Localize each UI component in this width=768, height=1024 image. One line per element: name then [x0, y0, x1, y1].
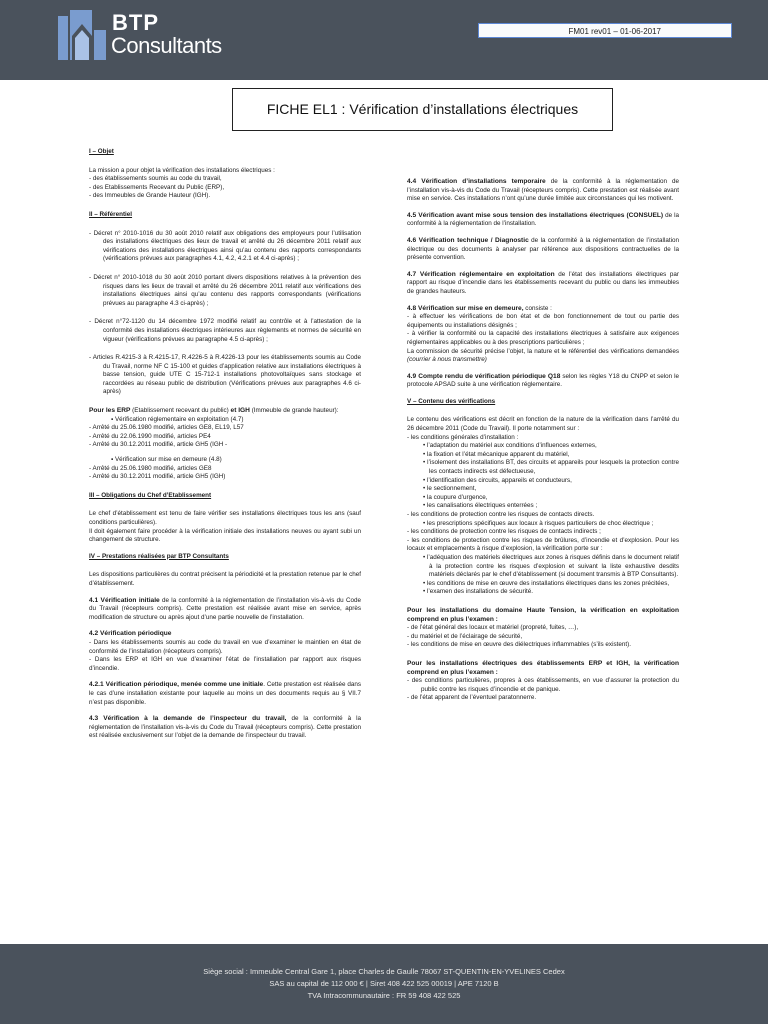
right-column [407, 178, 679, 703]
igh-label: et IGH [230, 407, 250, 415]
document-reference: FM01 rev01 – 01-06-2017 [478, 23, 732, 38]
contenu-bullet: • l’examen des installations de sécurité. [423, 588, 534, 596]
objet-item: - des Immeubles de Grande Hauteur (IGH). [89, 192, 211, 200]
prestation-text: de la conformité à la réglementation de l’installation électrique ou des documents à analyser par référence aux dispositions contractuelles de la présente convention. [407, 236, 679, 262]
erp-igh-item: - de l’état apparent de l’éventuel paratonnerre. [407, 694, 537, 702]
section-title-contenu: V – Contenu des vérifications [407, 397, 496, 405]
contenu-group: - les conditions de protection contre les risques de contacts directs. [407, 511, 595, 518]
section-title-objet: I – Objet [89, 148, 114, 155]
prestation-heading: 4.7 Vérification réglementaire en exploitation [407, 270, 555, 278]
obligations-text: Il doit également faire procéder à la vérification initiale des installations neuves ou ayant subi un changement de structure. [89, 527, 361, 544]
contenu-bullet: • la coupure d’urgence, [423, 493, 488, 501]
referentiel-item: - Décret n° 2010-1018 du 30 août 2010 portant divers dispositions relatives à la prévention des risques dans les lieux de travail et arrêté du 26 décembre 2011 relatif aux vérifications des installations électriques ainsi qu’au contenu des rapports correspondants (vérifications prévues au paragraphe 4.3 ci-après) ; [89, 273, 361, 307]
haute-tension-item: - les conditions de mise en œuvre des diélectriques inflammables (s’ils existent). [407, 641, 631, 649]
contenu-bullet: • les canalisations électriques enterrées ; [423, 502, 538, 510]
page-title: FICHE EL1 : Vérification d’installations électriques [232, 88, 613, 131]
prestation-4-5 [407, 212, 679, 229]
erp-arrete: - Arrêté du 25.06.1980 modifié, articles GE8 [89, 464, 212, 472]
prestation-4-3 [89, 715, 361, 741]
igh-desc: (Immeuble de grande hauteur): [249, 407, 339, 415]
obligations-text: Le chef d’établissement est tenu de faire vérifier ses installations électriques tous les ans (sauf conditions particulières). [89, 510, 361, 526]
prestation-heading: 4.2.1 Vérification périodique, menée comme une initiale [89, 681, 264, 689]
erp-subitem: ▪ Vérification sur mise en demeure (4.8) [111, 456, 222, 464]
left-column [89, 148, 361, 749]
prestation-4-2-heading [89, 630, 361, 639]
referentiel-item: - Décret n° 2010-1016 du 30 août 2010 relatif aux obligations des employeurs pour l’utilisation des installations électriques des lieux de travail et arrêté du 26 décembre 2011 relatif aux vérifications des installations électriques ainsi qu’au contenu des rapports correspondants (vérifications prévues aux paragraphes 4.1, 4.2, 4.2.1 et 4.4 ci-après) ; [89, 229, 361, 263]
haute-tension-item: - de l’état général des locaux et matériel (propreté, fuites, …), [407, 624, 579, 632]
contenu-bullet: • les conditions de mise en œuvre des installations électriques dans les zones précitées, [423, 579, 670, 587]
contenu-bullet: • le sectionnement, [423, 485, 477, 493]
contenu-bullet: • l’adaptation du matériel aux conditions d’influences externes, [423, 442, 597, 450]
erp-igh-title: Pour les installations électriques des établissements ERP et IGH, la vérification comprend en plus l’examen : [407, 659, 679, 676]
objet-item: - des Etablissements Recevant du Public (ERP), [89, 183, 225, 191]
contenu-group: - les conditions générales d’installation : [407, 433, 519, 441]
prestation-text: . Cette prestation est réalisée dans le cas d’une installation existante pour laquelle au moins un des documents requis au § VII.7 n’est pas disponible. [89, 681, 361, 706]
prestation-heading: 4.4 Vérification d’installations temporaire [407, 178, 546, 185]
contenu-bullet: • la fixation et l’état mécanique apparent du matériel, [423, 450, 570, 458]
prestation-text: de l’état des installations électriques par rapport au risque d’incendie dans les établissements recevant du public ou dans les immeubles de grandes hauteurs. [407, 270, 679, 295]
footer-vat: TVA Intracommunautaire : FR 59 408 422 525 [307, 991, 461, 1000]
note-italic: (courrier à nous transmettre) [407, 356, 487, 364]
contenu-bullet: • l’isolement des installations BT, des circuits et appareils pour lesquels la protection contre les contacts indirects est défectueuse, [423, 459, 679, 476]
prestation-4-1 [89, 597, 361, 623]
erp-igh-intro [89, 407, 361, 416]
erp-label: Pour les ERP [89, 407, 131, 415]
erp-desc: (Etablissement recevant du public) [130, 407, 231, 415]
prestation-heading: 4.2 Vérification périodique [89, 630, 172, 638]
prestation-4-2-1 [89, 681, 361, 707]
section-title-prestations: IV – Prestations réalisées par BTP Consultants [89, 552, 229, 560]
erp-arrete: - Arrêté du 30.12.2011 modifié, article GH5 (IGH - [89, 441, 228, 449]
prestations-intro: Les dispositions particulières du contrat précisent la périodicité et la prestation retenue par le chef d’établissement. [89, 571, 361, 587]
referentiel-item: - Décret n°72-1120 du 14 décembre 1972 modifié relatif au contrôle et à l’attestation de la conformité des installations électriques intérieures aux règlements et normes de sécurité en vigueur (vérifications prévues au paragraphe 4.5 ci-après) ; [89, 318, 361, 343]
erp-igh-item: - des conditions particulières, propres à ces établissements, en vue d’assurer la protection du public contre les risques d’incendie et de panique. [407, 677, 679, 693]
haute-tension-item: - du matériel et de l’éclairage de sécurité, [407, 632, 523, 640]
logo-consultants-text: Consultants [111, 33, 222, 58]
referentiel-item: - Articles R.4215-3 à R.4215-17, R.4226-5 à R.4226-13 pour les établissements soumis au Code du Travail, norme NF C 15-100 et guides d’application relative aux installations électriques à basse tension, guide UTE C 15-712-1 installations photovoltaïques sans stockage et raccordées au réseau public de distribution (Vérifications prévues aux paragraphes 4.6 ci-après) [89, 354, 361, 396]
haute-tension-title: Pour les installations du domaine Haute Tension, la vérification en exploitation comprend en plus l’examen : [407, 606, 679, 623]
prestation-text: de la conformité à la réglementation de l’installation. [407, 211, 679, 228]
page-footer [0, 944, 768, 1024]
prestation-text: de la conformité à la réglementation de l’installation vis-à-vis du Code du Travail (récepteurs compris). Cette prestation est réalisée avant mise en service. Ces installations n’ont qu’une durée limitée aux circonstances qui les motivent. [407, 178, 679, 203]
prestation-4-8-item: - à effectuer les vérifications de bon état et de bon fonctionnement de tout ou partie des équipements ou installations désignés ; [407, 313, 679, 329]
note-text: La commission de sécurité précise l’objet, la nature et le référentiel des vérifications demandées [407, 347, 679, 355]
erp-subitem: ▪ Vérification réglementaire en exploitation (4.7) [111, 415, 244, 423]
prestation-text: de la conformité à la réglementation de l’installation vis-à-vis du Code du Travail (récepteurs compris). Cette prestation est réalisée avant mise en service, après modification de structure ou après ajout d’une partie nouvelle de l’installation. [89, 596, 361, 621]
contenu-group: - les conditions de protection contre les risques de contacts indirects ; [407, 528, 601, 536]
prestation-4-6 [407, 237, 679, 263]
erp-arrete: - Arrêté du 30.12.2011 modifié, article GH5 (IGH) [89, 473, 226, 481]
footer-company-info: SAS au capital de 112 000 € | Siret 408 422 525 00019 | APE 7120 B [269, 979, 499, 988]
prestation-text: consiste : [523, 304, 552, 312]
footer-address: Siège social : Immeuble Central Gare 1, place Charles de Gaulle 78067 ST-QUENTIN-EN-YVELINES Cedex [203, 967, 565, 976]
objet-intro: La mission a pour objet la vérification des installations électriques : [89, 166, 275, 174]
contenu-bullet: • les prescriptions spécifiques aux locaux à risques particuliers de choc électrique ; [423, 519, 654, 527]
prestation-4-8-item: - à vérifier la conformité ou la capacité des installations électriques à satisfaire aux exigences réglementaires applicables ou à des prescriptions particulières ; [407, 330, 679, 346]
prestation-heading: 4.6 Vérification technique / Diagnostic [407, 236, 529, 244]
contenu-bullet: • l’adéquation des matériels électriques aux zones à risques définis dans le document relatif à la protection contre les risques d’explosion et suivant la liste exhaustive desdits matériels déclarés par le chef d’établissement (si document transmis à BTP Consultants). [423, 553, 679, 579]
prestation-heading: 4.5 Vérification avant mise sous tension des installations électriques (CONSUEL) [407, 211, 664, 219]
section-title-obligations: III – Obligations du Chef d’Etablissement [89, 491, 212, 499]
contenu-intro: Le contenu des vérifications est décrit en fonction de la nature de la vérification dans l’arrêté du 26 décembre 2011 (Code du Travail). Il porte notamment sur : [407, 416, 679, 433]
prestation-4-8-heading [407, 305, 679, 314]
prestation-4-8-note [407, 348, 679, 365]
contenu-bullet: • l’identification des circuits, appareils et conducteurs, [423, 476, 572, 484]
objet-item: - des établissements soumis au code du travail, [89, 175, 222, 183]
section-title-referentiel: II – Référentiel [89, 210, 133, 218]
prestation-heading: 4.1 Vérification initiale [89, 596, 160, 604]
prestation-heading: 4.3 Vérification à la demande de l’inspecteur du travail, [89, 715, 287, 723]
page-header [0, 0, 768, 80]
prestation-4-9 [407, 373, 679, 390]
prestation-heading: 4.8 Vérification sur mise en demeure, [407, 304, 524, 312]
prestation-4-4 [407, 178, 679, 204]
btp-consultants-logo-icon [58, 10, 110, 67]
prestation-heading: 4.9 Compte rendu de vérification périodique Q18 [407, 372, 561, 380]
logo-btp-text: BTP [112, 10, 159, 35]
contenu-group: - les conditions de protection contre les risques de brûlures, d’incendie et d’explosion. Pour les locaux et emplacements à risque d’explosion, la vérification porte sur : [407, 536, 679, 553]
prestation-4-7 [407, 271, 679, 297]
erp-arrete: - Arrêté du 22.06.1990 modifié, articles PE4 [89, 432, 211, 440]
prestation-4-2-item: - Dans les établissements soumis au code du travail en vue d’examiner le maintien en état de conformité de l’installation (récepteurs compris). [89, 638, 361, 655]
prestation-text: de la conformité à la réglementation de l’installation vis-à-vis du Code du Travail (récepteurs compris). Cette prestation est réalisée exclusivement sur l’objet de la demande de l’inspecteur du travail. [89, 715, 361, 740]
prestation-text: selon les règles Y18 du CNPP et selon le protocole APSAD suite à une vérification réglementaire. [407, 372, 679, 389]
erp-arrete: - Arrêté du 25.06.1980 modifié, articles GE8, EL19, L57 [89, 424, 244, 432]
prestation-4-2-item: - Dans les ERP et IGH en vue d’examiner l’état de l’installation par rapport aux risques d’incendie. [89, 656, 361, 672]
